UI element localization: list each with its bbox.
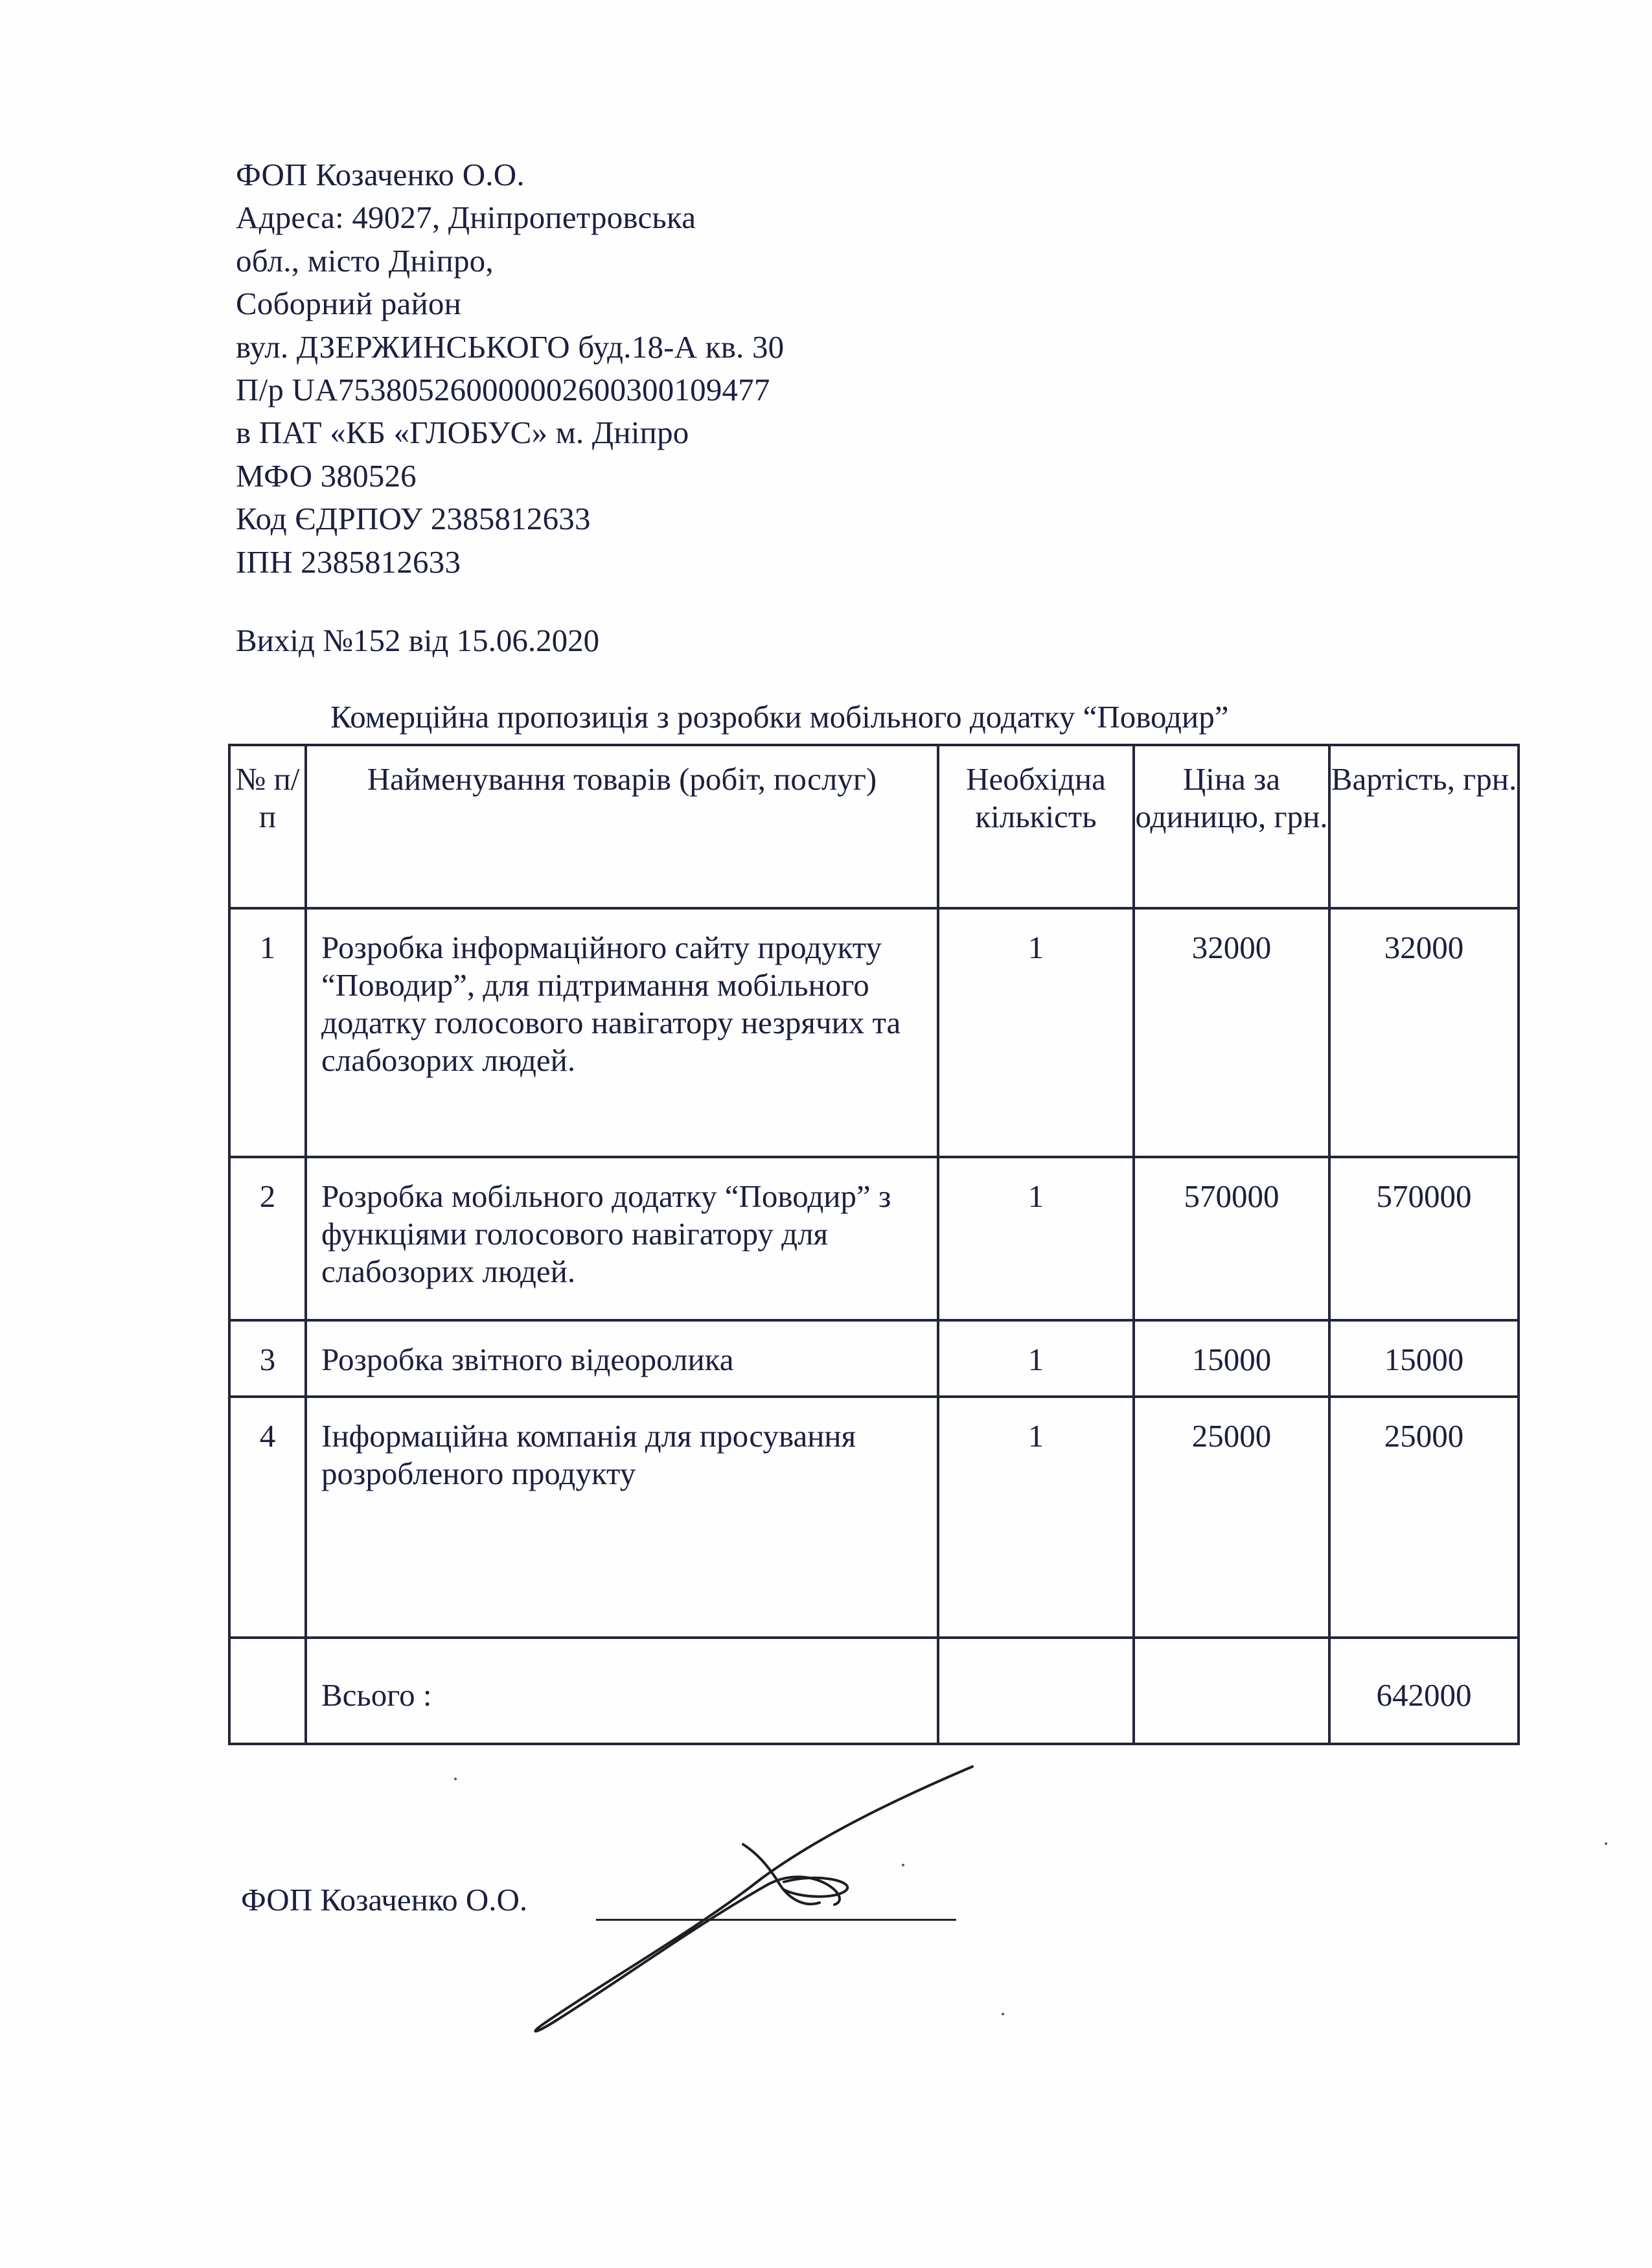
sender-bank-name: в ПАТ «КБ «ГЛОБУС» м. Дніпро [236, 415, 689, 451]
sender-edrpou: Код ЄДРПОУ 2385812633 [236, 501, 591, 537]
table-row [229, 1320, 1519, 1397]
header-cost: Вартість, грн. [1329, 745, 1519, 908]
sender-ipn: ІПН 2385812633 [236, 544, 461, 580]
sender-address-line: Соборний район [236, 286, 462, 322]
scan-speck [454, 1778, 457, 1780]
row-item-name: Розробка мобільного додатку “Поводир” з функціями голосового навігатору для слабозорих людей. [306, 1157, 938, 1320]
row-item-name: Інформаційна компанія для просування розробленого продукту [306, 1397, 938, 1638]
row-quantity: 1 [938, 1397, 1134, 1638]
sender-details [236, 154, 784, 584]
table-row [229, 908, 1519, 1157]
header-item-name: Найменування товарів (робіт, послуг) [306, 745, 938, 908]
total-empty-cell [1134, 1638, 1329, 1744]
sender-address-line: Адреса: 49027, Дніпропетровська [236, 200, 696, 236]
header-quantity: Необхідна кількість [938, 745, 1134, 908]
row-unit-price: 25000 [1134, 1397, 1329, 1638]
document-title: Комерційна пропозиція з розробки мобільного додатку “Поводир” [330, 699, 1229, 735]
row-quantity: 1 [938, 908, 1134, 1157]
signature-label: ФОП Козаченко О.О. [241, 1882, 528, 1918]
row-cost: 25000 [1329, 1397, 1519, 1638]
header-number: № п/п [229, 745, 306, 908]
scan-speck [1605, 1842, 1607, 1845]
table-total-row [229, 1638, 1519, 1744]
scan-speck [1002, 2013, 1004, 2015]
row-unit-price: 32000 [1134, 908, 1329, 1157]
row-number: 3 [229, 1320, 306, 1397]
scan-speck [902, 1864, 904, 1866]
signature-line [596, 1919, 956, 1921]
table-row [229, 1157, 1519, 1320]
row-number: 2 [229, 1157, 306, 1320]
row-cost: 570000 [1329, 1157, 1519, 1320]
row-cost: 32000 [1329, 908, 1519, 1157]
offer-table [228, 744, 1520, 1745]
table-row [229, 1397, 1519, 1638]
total-empty-cell [229, 1638, 306, 1744]
total-label: Всього : [306, 1638, 938, 1744]
header-unit-price: Ціна за одиницю, грн. [1134, 745, 1329, 908]
row-number: 1 [229, 908, 306, 1157]
sender-name: ФОП Козаченко О.О. [236, 157, 525, 192]
row-number: 4 [229, 1397, 306, 1638]
row-cost: 15000 [1329, 1320, 1519, 1397]
row-quantity: 1 [938, 1157, 1134, 1320]
row-quantity: 1 [938, 1320, 1134, 1397]
sender-street: вул. ДЗЕРЖИНСЬКОГО буд.18-А кв. 30 [236, 328, 785, 365]
row-unit-price: 570000 [1134, 1157, 1329, 1320]
total-value: 642000 [1329, 1638, 1519, 1744]
sender-mfo: МФО 380526 [236, 457, 417, 494]
outgoing-number: Вихід №152 від 15.06.2020 [236, 623, 600, 658]
row-item-name: Розробка інформаційного сайту продукту “Поводир”, для підтримання мобільного додатку голосового навігатору незрячих та слабозорих людей. [306, 908, 938, 1157]
total-empty-cell [938, 1638, 1134, 1744]
table-header-row [229, 745, 1519, 908]
sender-address-line: обл., місто Дніпро, [236, 242, 494, 279]
row-unit-price: 15000 [1134, 1320, 1329, 1397]
row-item-name: Розробка звітного відеоролика [306, 1320, 938, 1397]
sender-bank-account: П/р UA753805260000002600300109477 [236, 372, 770, 408]
